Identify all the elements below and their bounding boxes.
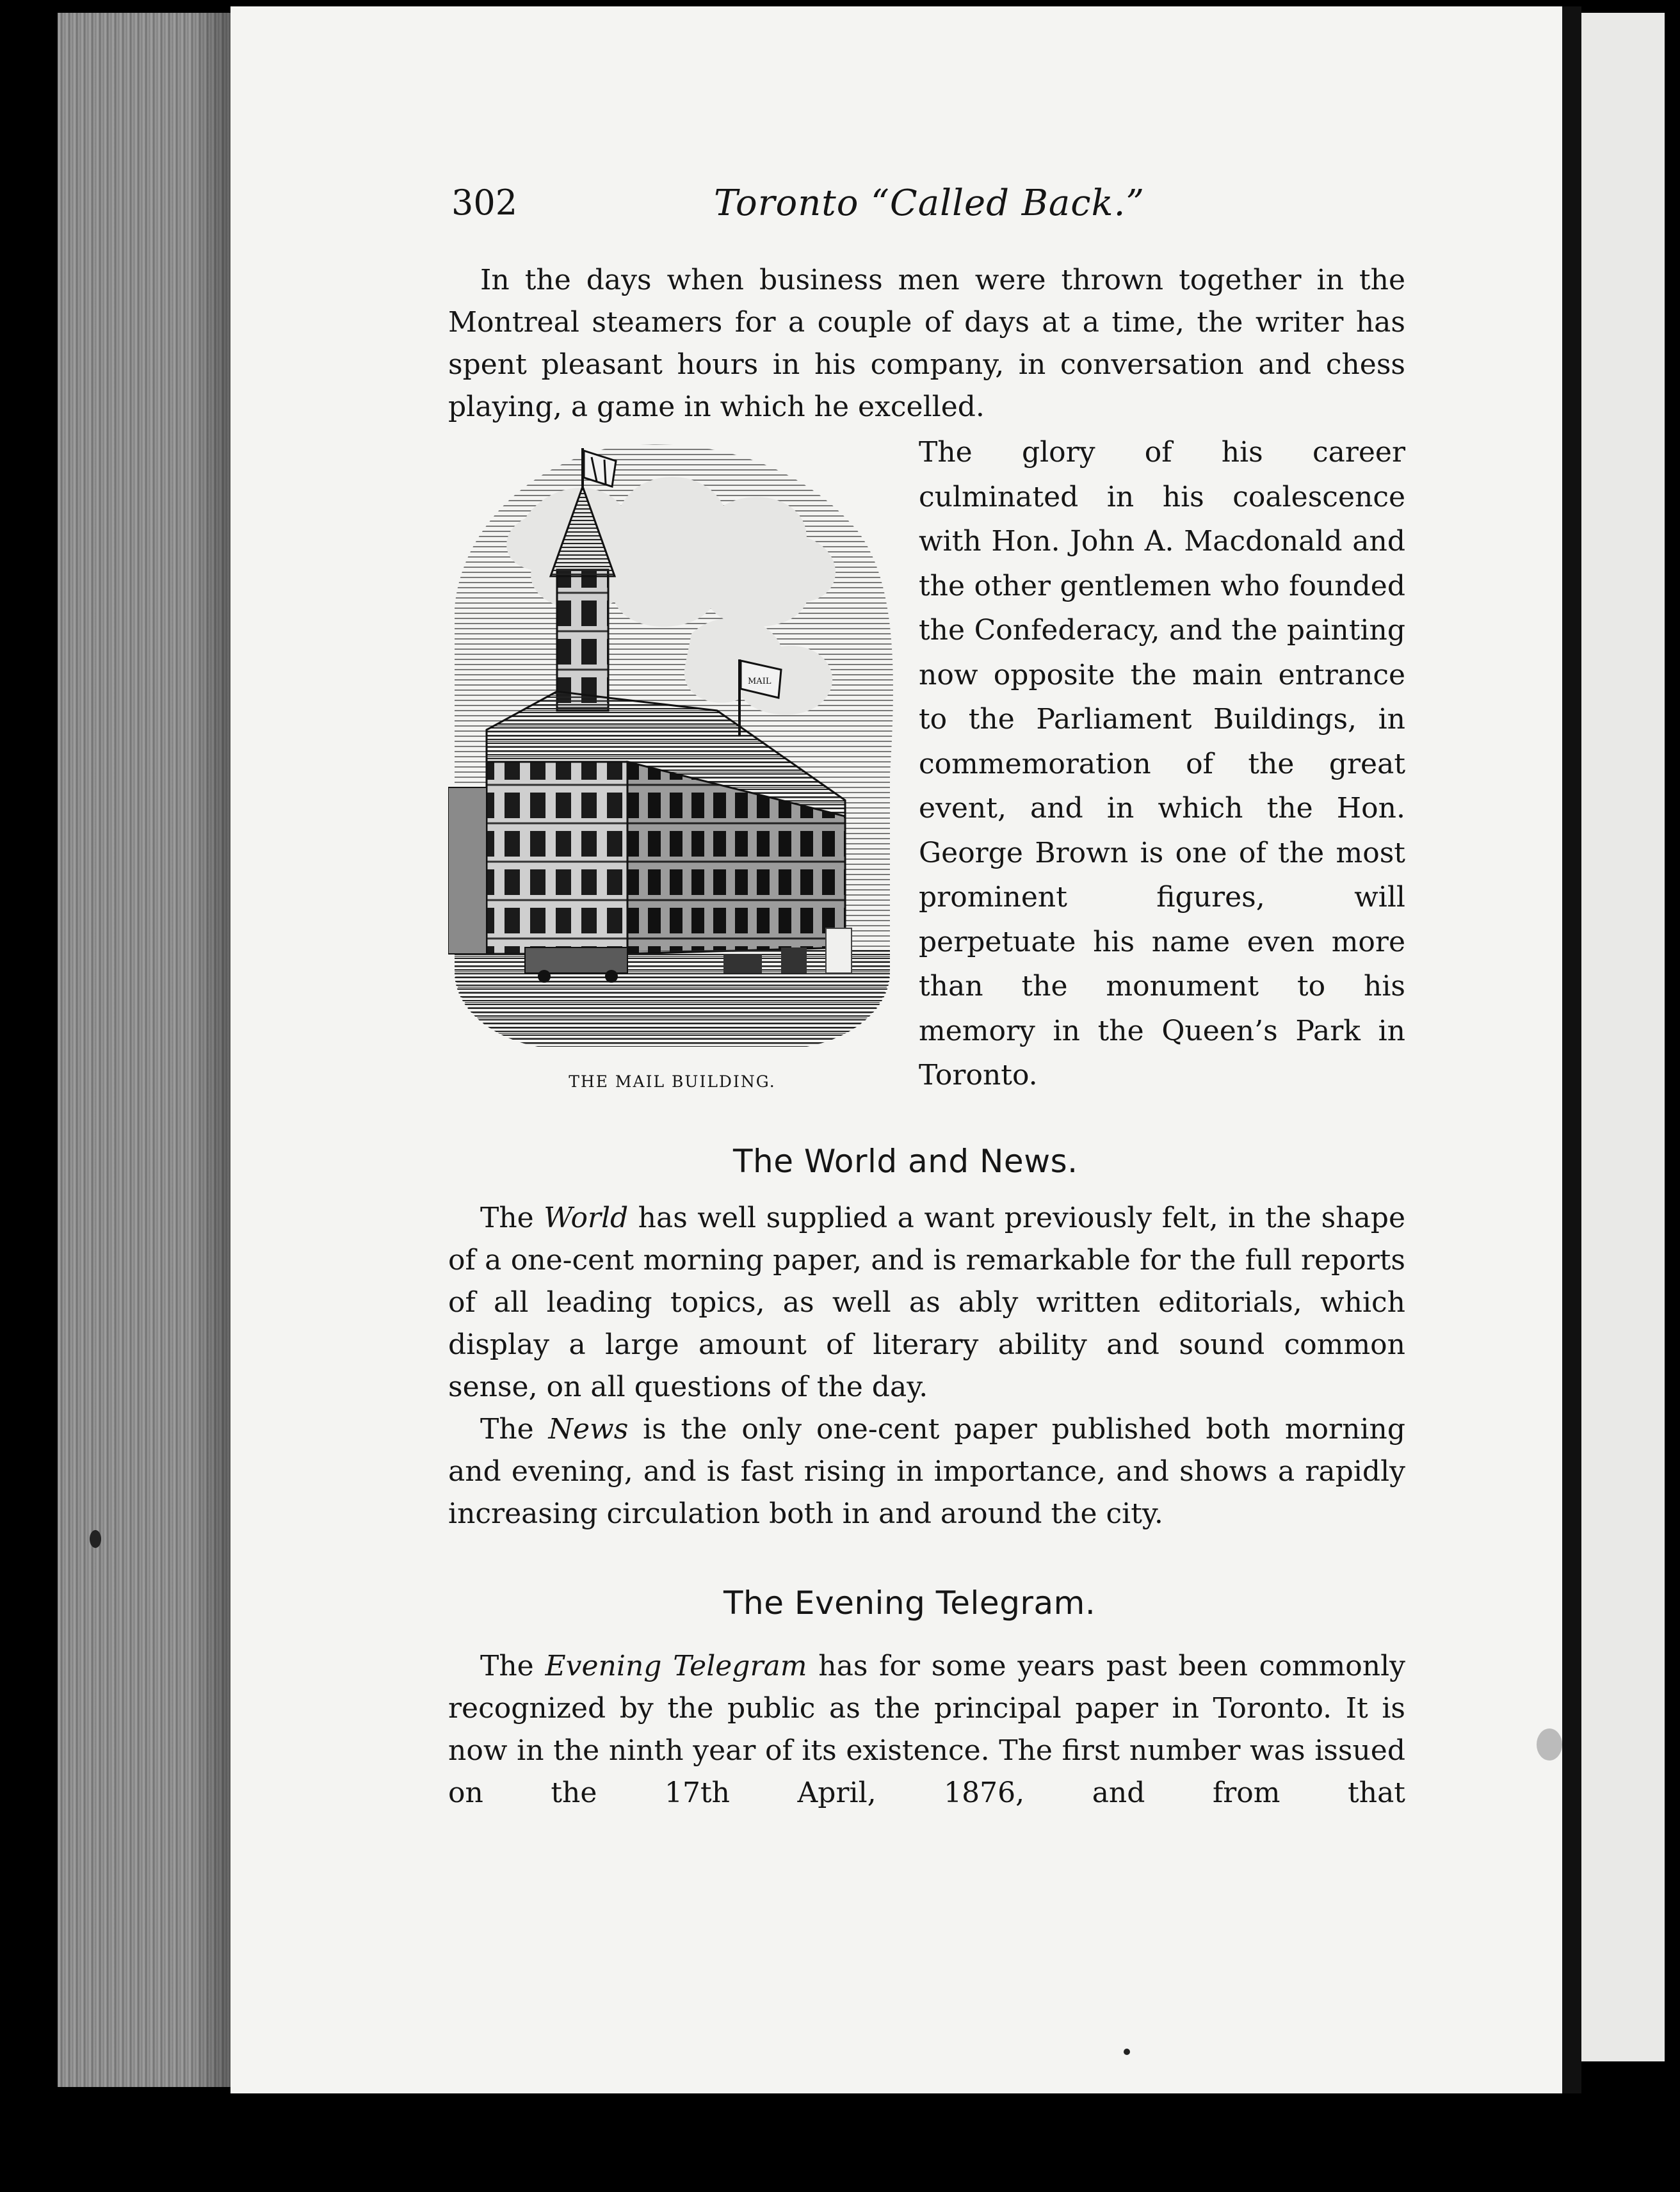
paragraph-telegram-lead: The <box>480 1650 545 1682</box>
paragraph-news-lead: The <box>480 1413 549 1446</box>
running-title: Toronto “Called Back.” <box>714 182 1145 224</box>
paragraph-telegram-body: has for some years past been commonly recognized by the public as the principal paper in Toronto. It is now in the ninth year of its existence. The first number was issued on the 17th April, 1876, and from that <box>448 1650 1406 1809</box>
paragraph-world <box>448 1197 1405 1408</box>
paragraph-telegram-title: Evening Telegram <box>545 1650 807 1682</box>
scan-speck <box>1537 1729 1562 1761</box>
paragraph-glory: The glory of his career culminated in his coalescence with Hon. John A. Macdonald and the other gentlemen who founded the Confederacy, and the painting now opposite the main entrance to the Parliament Buildings, in commemoration of the great event, and in which the Hon. George Brown is one of the most prominent figures, will perpetuate his name even more than the monument to his memory in the Queen’s Park in Toronto. <box>919 436 1405 1092</box>
figure-mail-building <box>448 442 896 1091</box>
paragraph-world-title: World <box>544 1202 629 1234</box>
scan-speck <box>90 1530 101 1548</box>
paragraph-news-body: is the only one-cent paper published both morning and evening, and is fast rising in importance, and shows a rapidly increasing circulation both in and around the city. <box>448 1413 1405 1530</box>
paragraph-telegram <box>448 1645 1405 1814</box>
paragraph-intro: In the days when business men were thrown together in the Montreal steamers for a couple of days at a time, the writer has spent pleasant hours in his company, in conversation and chess playing, a game in which he excelled. <box>448 264 1405 423</box>
paragraph-news <box>448 1408 1405 1535</box>
page-number: 302 <box>451 182 518 223</box>
gutter-shadow <box>1562 6 1581 2093</box>
paragraph-world-lead: The <box>480 1202 544 1234</box>
scan-speck <box>1124 2049 1130 2055</box>
figure-caption: THE MAIL BUILDING. <box>569 1072 776 1091</box>
mail-building-engraving <box>448 442 896 1056</box>
flag-label: MAIL <box>748 677 771 686</box>
page-edge-shadow <box>192 13 230 2087</box>
opposite-page-sliver <box>1581 13 1665 2061</box>
heading-evening-telegram: The Evening Telegram. <box>723 1584 1096 1622</box>
paragraph-news-title: News <box>548 1413 629 1446</box>
paragraph-world-body: has well supplied a want previously felt, in the shape of a one-cent morning paper, and is remarkable for the full reports of all leading topics, as well as ably written editorials, which display a large amount of literary ability and sound common sense, on all questions of the day. <box>448 1202 1406 1403</box>
running-head <box>451 182 1412 234</box>
heading-world-and-news: The World and News. <box>733 1143 1078 1180</box>
